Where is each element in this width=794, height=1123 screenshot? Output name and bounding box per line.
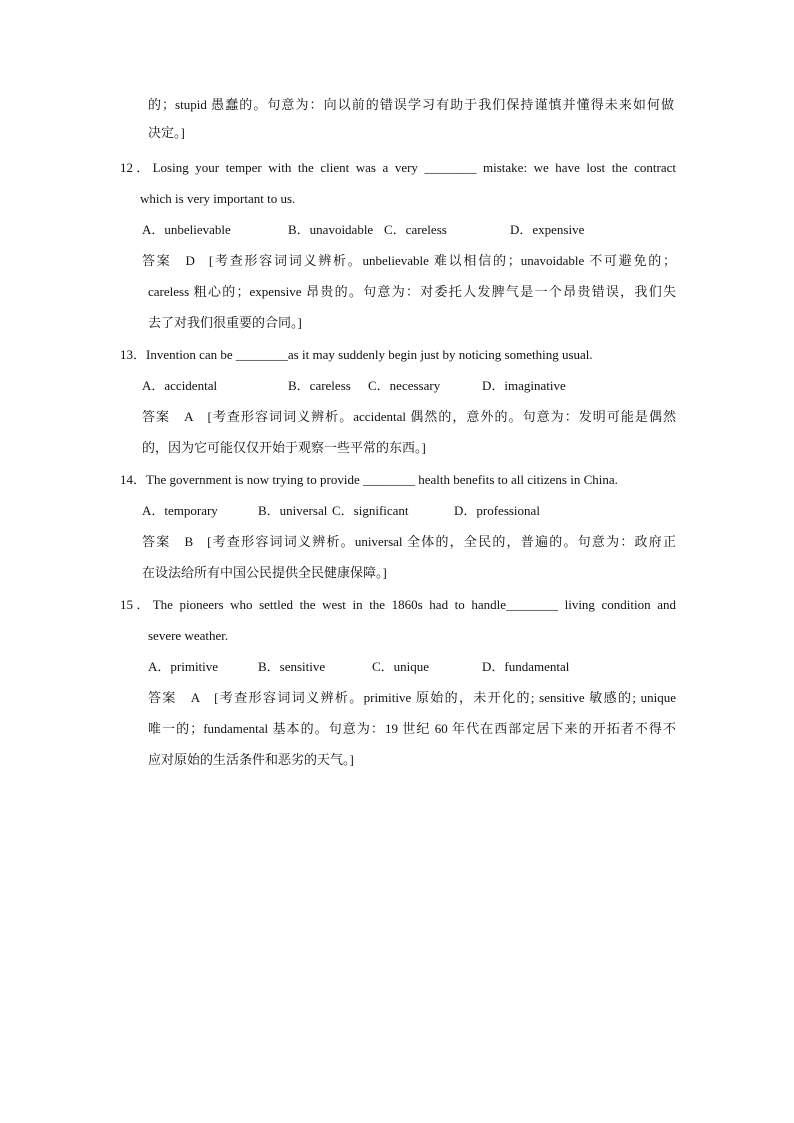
answer-label: 答案 xyxy=(142,253,172,268)
question-14-answer-line-2: 在设法给所有中国公民提供全民健康保障。] xyxy=(142,565,387,580)
option-a: A．primitive xyxy=(148,659,219,674)
answer-explanation: [考查形容词词义辨析。universal 全体的，全民的，普遍的。句意为：政府正 xyxy=(207,534,676,549)
option-a: A．accidental xyxy=(142,378,218,393)
answer-letter: D xyxy=(185,253,195,268)
answer-letter: A xyxy=(184,409,194,424)
option-a: A．unbelievable xyxy=(142,222,231,237)
question-15-stem-line-1 xyxy=(120,596,676,614)
answer-letter: B xyxy=(184,534,194,549)
option-d: D．professional xyxy=(454,503,540,518)
answer-explanation: [考查形容词词义辨析。unbelievable 难以相信的；unavoidable 不可避免的； xyxy=(208,253,676,268)
option-b: B．sensitive xyxy=(258,659,326,674)
question-number: 14． xyxy=(120,472,147,487)
option-b: B．universal xyxy=(258,503,328,518)
option-b: B．careless xyxy=(288,378,351,393)
option-b: B．unavoidable xyxy=(288,222,374,237)
option-d: D．imaginative xyxy=(482,378,566,393)
option-c: C．significant xyxy=(332,503,409,518)
question-13-answer-line-1 xyxy=(142,408,676,426)
option-d: D．fundamental xyxy=(482,659,570,674)
question-12-stem-line-2: which is very important to us. xyxy=(140,191,296,206)
intro-line-2: 决定。] xyxy=(148,125,185,140)
question-stem: Losing your temper with the client was a very ________ mistake: we have lost the contract xyxy=(152,160,676,175)
question-14-answer-line-1 xyxy=(142,533,676,551)
answer-label: 答案 xyxy=(148,690,177,705)
option-a: A．temporary xyxy=(142,503,218,518)
option-c: C．careless xyxy=(384,222,447,237)
question-stem: The government is now trying to provide ________ health benefits to all citizens in China. xyxy=(146,472,618,487)
question-stem: The pioneers who settled the west in the 1860s had to handle________ living condition and xyxy=(152,597,676,612)
question-12-answer-line-2: careless 粗心的；expensive 昂贵的。句意为：对委托人发脾气是一个昂贵错误，我们失 xyxy=(148,284,676,299)
question-12-stem-line-1 xyxy=(120,159,676,177)
answer-label: 答案 xyxy=(142,409,171,424)
answer-explanation: [考查形容词词义辨析。accidental 偶然的，意外的。句意为：发明可能是偶然 xyxy=(207,409,676,424)
question-number: 12． xyxy=(120,160,153,175)
option-c: C．necessary xyxy=(368,378,441,393)
question-13-answer-line-2: 的，因为它可能仅仅开始于观察一些平常的东西。] xyxy=(142,440,426,455)
question-12-answer-line-1 xyxy=(142,252,676,270)
question-15-stem-line-2: severe weather. xyxy=(148,628,229,643)
option-d: D．expensive xyxy=(510,222,585,237)
option-c: C．unique xyxy=(372,659,430,674)
answer-letter: A xyxy=(190,690,201,705)
answer-explanation: [考查形容词词义辨析。primitive 原始的，未开化的; sensitive 敏感的; unique xyxy=(214,690,676,705)
intro-line-1: 的；stupid 愚蠢的。句意为：向以前的错误学习有助于我们保持谨慎并懂得未来如何做 xyxy=(148,97,674,112)
question-number: 13． xyxy=(120,347,147,362)
question-stem: Invention can be ________as it may suddenly begin just by noticing something usual. xyxy=(146,347,593,362)
question-15-answer-line-2: 唯一的；fundamental 基本的。句意为：19 世纪 60 年代在西部定居下来的开拓者不得不 xyxy=(148,721,676,736)
question-number: 15． xyxy=(120,597,153,612)
question-12-answer-line-3: 去了对我们很重要的合同。] xyxy=(148,315,302,330)
question-15-answer-line-1 xyxy=(148,689,676,707)
question-13-stem-line-1 xyxy=(120,346,676,364)
answer-label: 答案 xyxy=(142,534,171,549)
question-14-stem-line-1 xyxy=(120,471,676,489)
question-15-answer-line-3: 应对原始的生活条件和恶劣的天气。] xyxy=(148,752,354,767)
